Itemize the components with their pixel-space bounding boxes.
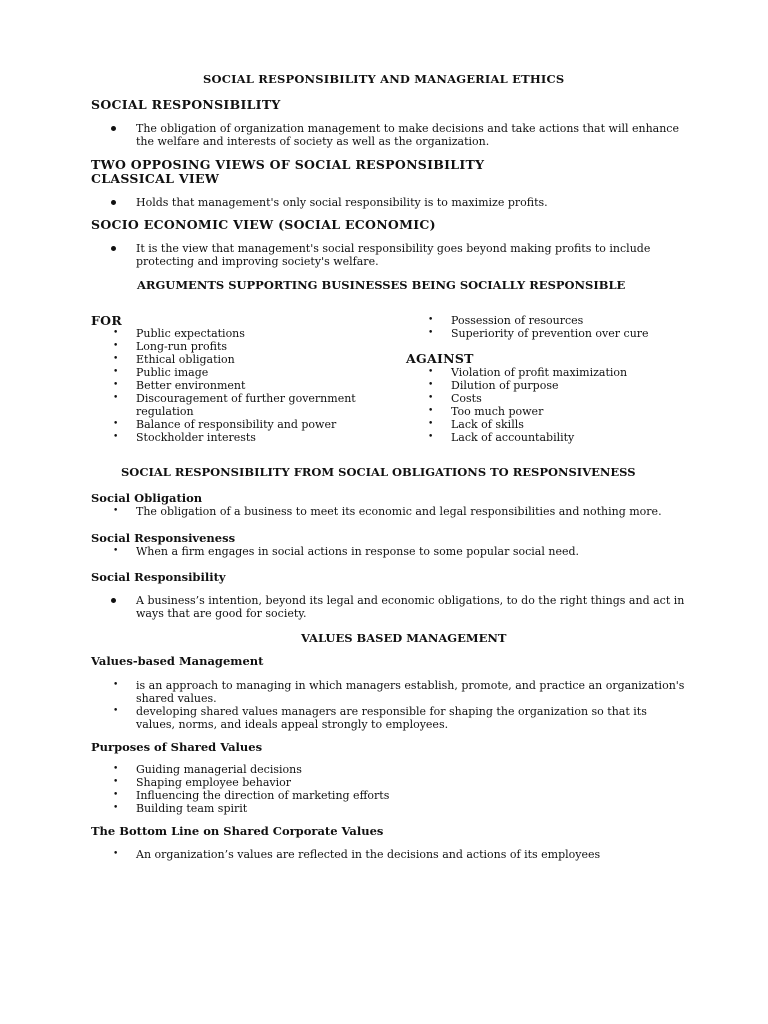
socio-bullet-line-2: protecting and improving society's welfare. <box>136 255 379 268</box>
for-item-continuation: regulation <box>136 405 194 418</box>
right-item: • Superiority of prevention over cure <box>451 327 649 340</box>
for-item: • Ethical obligation <box>136 353 235 366</box>
classical-view-heading: CLASSICAL VIEW <box>91 171 220 186</box>
bottom-line-bullet: • An organization’s values are reflected in the decisions and actions of its employees <box>136 848 600 861</box>
bottom-line-heading: The Bottom Line on Shared Corporate Values <box>91 824 384 838</box>
against-item: • Costs <box>451 392 482 405</box>
document-title: SOCIAL RESPONSIBILITY AND MANAGERIAL ETHICS <box>203 72 565 86</box>
against-item: • Dilution of purpose <box>451 379 558 392</box>
vbm-bullet-2-line-1: • developing shared values managers are responsible for shaping the organization so that its <box>136 705 647 718</box>
against-item: • Too much power <box>451 405 543 418</box>
purposes-item: • Shaping employee behavior <box>136 776 291 789</box>
vbm-subheading: Values-based Management <box>91 654 264 668</box>
obligations-heading: SOCIAL RESPONSIBILITY FROM SOCIAL OBLIGATIONS TO RESPONSIVENESS <box>121 465 636 479</box>
for-item: • Better environment <box>136 379 245 392</box>
vbm-bullet-2-line-2: values, norms, and ideals appeal strongly to employees. <box>136 718 449 731</box>
socio-bullet-line-1: It is the view that management's social responsibility goes beyond making profits to include <box>136 242 651 255</box>
right-item: • Possession of resources <box>451 314 583 327</box>
for-item: • Public image <box>136 366 208 379</box>
for-item: • Discouragement of further government <box>136 392 356 405</box>
against-item: • Violation of profit maximization <box>451 366 627 379</box>
arguments-heading: ARGUMENTS SUPPORTING BUSINESSES BEING SOCIALLY RESPONSIBLE <box>137 278 626 292</box>
purposes-item: • Building team spirit <box>136 802 247 815</box>
against-item: • Lack of accountability <box>451 431 574 444</box>
social-responsiveness-bullet: • When a firm engages in social actions in response to some popular social need. <box>136 545 579 558</box>
against-item: • Lack of skills <box>451 418 524 431</box>
purposes-item: • Guiding managerial decisions <box>136 763 302 776</box>
socio-economic-heading: SOCIO ECONOMIC VIEW (SOCIAL ECONOMIC) <box>91 217 436 232</box>
classical-view-bullet: Holds that management's only social responsibility is to maximize profits. <box>136 196 548 209</box>
purposes-item: • Influencing the direction of marketing efforts <box>136 789 389 802</box>
social-responsibility-subheading: Social Responsibility <box>91 570 226 584</box>
against-label: AGAINST <box>406 351 474 366</box>
social-responsibility-bullet-line-1: A business’s intention, beyond its legal and economic obligations, to do the right things and act in <box>136 594 685 607</box>
for-item: • Balance of responsibility and power <box>136 418 336 431</box>
social-responsiveness-heading: Social Responsiveness <box>91 531 236 545</box>
for-item: • Stockholder interests <box>136 431 256 444</box>
social-obligation-bullet: • The obligation of a business to meet its economic and legal responsibilities and nothing more. <box>136 505 662 518</box>
sr-bullet-line-1: The obligation of organization management to make decisions and take actions that will enhance <box>136 122 679 135</box>
two-views-heading: TWO OPPOSING VIEWS OF SOCIAL RESPONSIBILITY <box>91 157 485 172</box>
for-item: • Public expectations <box>136 327 245 340</box>
purposes-heading: Purposes of Shared Values <box>91 740 263 754</box>
vbm-bullet-1-line-2: shared values. <box>136 692 217 705</box>
vbm-bullet-1-line-1: • is an approach to managing in which managers establish, promote, and practice an organization's <box>136 679 684 692</box>
social-responsibility-bullet-line-2: ways that are good for society. <box>136 607 307 620</box>
for-label: FOR <box>91 313 123 328</box>
for-item: • Long-run profits <box>136 340 227 353</box>
vbm-heading: VALUES BASED MANAGEMENT <box>301 631 507 645</box>
social-responsibility-heading: SOCIAL RESPONSIBILITY <box>91 97 281 112</box>
social-obligation-heading: Social Obligation <box>91 491 203 505</box>
sr-bullet-line-2: the welfare and interests of society as well as the organization. <box>136 135 490 148</box>
